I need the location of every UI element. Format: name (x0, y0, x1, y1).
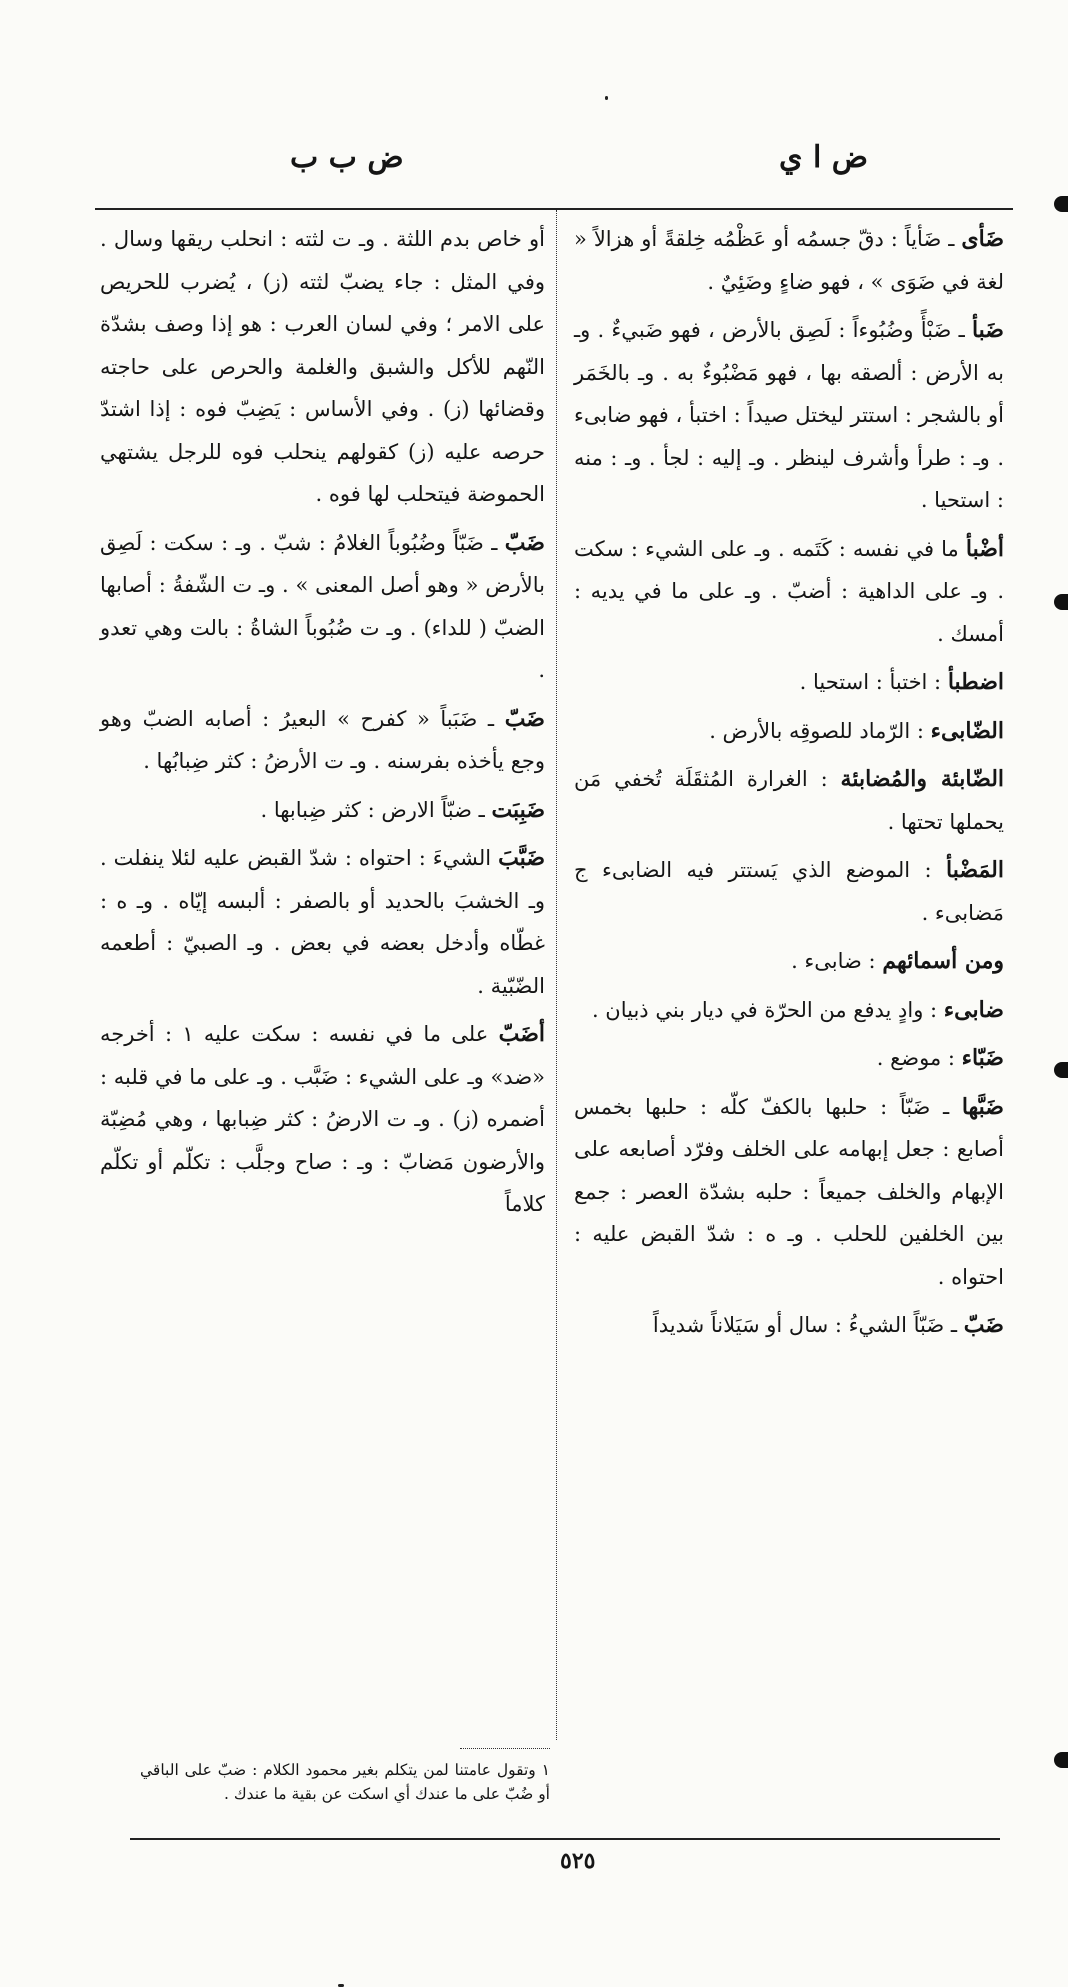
page-number: ٥٢٥ (560, 1848, 596, 1874)
speck (605, 96, 608, 100)
edge-mark (1054, 196, 1068, 212)
entry (574, 528, 1004, 656)
entry-text: : اختبأ : استحيا . (799, 670, 948, 694)
entry (574, 1304, 1004, 1347)
entry-text: ـ ضبّاً الارض : كثر ضِبابها . (260, 797, 492, 822)
running-header-left: ض ب ب (290, 140, 404, 175)
entry-headword: ضابىء (943, 996, 1004, 1023)
entry-text: : الغرارة المُثقَلَة تُخفي مَن يحملها تحتها . (574, 767, 1004, 834)
entry-headword: ضَبّ (963, 1312, 1004, 1338)
entry-headword: الضّابىء (930, 717, 1004, 744)
left-column (100, 218, 545, 1232)
entry-headword: اضطبأ (947, 669, 1004, 695)
entry-text: : الموضع الذي يَستتر فيه الضابىء ج مَضابىء . (574, 858, 1004, 925)
entry-headword: ضَبّاء (961, 1045, 1004, 1071)
entry-headword: ومن أسمائهم (882, 948, 1004, 974)
entry-headword: أضْبأ (965, 535, 1004, 562)
entry (574, 1037, 1004, 1080)
entry-headword: ضَبَّبَ (498, 845, 545, 871)
entry (100, 837, 545, 1007)
entry-text: الشيءَ : احتواه : شدّ القبض عليه لئلا ينفلت . وـ الخشبَ بالحديد أو بالصفر : ألبسه إيّاه . وـ ه : غطّاه وأدخل بعضه في بعض . وـ الصبيّ : أطعمه الضّبّية . (100, 846, 545, 998)
entry-text: : ضابىء . (791, 949, 883, 973)
entry (100, 1013, 545, 1226)
entry-headword: ضَبأ (971, 317, 1004, 343)
entry (574, 309, 1004, 522)
entry (574, 710, 1004, 753)
entry-headword: ضَبّ (504, 705, 545, 732)
entry-text: ـ ضَأياً : دقّ جسمُه أو عَظْمُه خِلقةً أو هزالاً « لغة في ضَوَى » ، فهو ضاءٍ وضَئِيٌ . (574, 227, 1004, 294)
edge-mark (1054, 1062, 1068, 1078)
entry-text: على ما في نفسه : سكت عليه ١ : أخرجه «ضد» وـ على الشيء : ضَبَّب . وـ على ما في قلبه : أضمره (ز) . وـ ت الارضُ : كثر ضِبابها ، وهي مُضِبّة والأرضون مَضابّ : وـ : صاح وجلَّب : تكلّم أو تكلّم كلاماً (100, 1022, 545, 1216)
entry (100, 218, 545, 516)
edge-mark (1054, 1752, 1068, 1768)
entry (100, 522, 545, 692)
entry-headword: ضَأى (961, 226, 1004, 252)
entry-text: : موضع . (876, 1046, 962, 1070)
entry-text: ـ ضَبَباً « كفرح » البعيرُ : أصابه الضبّ وهو وجع يأخذه بفرسنه . وـ ت الأرضُ : كثر ضِبابُها . (100, 706, 545, 773)
entry (574, 1086, 1004, 1299)
entry (574, 661, 1004, 704)
entry-text: ـ ضَبّاً وضُبُوباً الغلامُ : شبّ . وـ : سكت : لَصِق بالأرض « وهو أصل المعنى » . وـ ت الشّفةُ : أصابها الضبّ ( للداء) . وـ ت ضُبُوباً الشاةُ : بالت وهي تعدو . (100, 530, 545, 682)
right-column (574, 218, 1004, 1353)
top-rule (95, 208, 1013, 210)
entry-text: ـ ضَبْأً وضُبُوءاً : لَصِق بالأرض ، فهو ضَبيءٌ . وـ به الأرض : ألصقه بها ، فهو مَضْبُوءٌ به . وـ بالخَمَر أو بالشجر : استتر ليختل صيداً : اختبأ ، فهو ضابىء . وـ : طرأ وأشرف لينظر . وـ إليه : لجأ . وـ : منه : استحيا . (574, 318, 1004, 512)
entry-text: ـ ضَبّاً الشيءُ : سال أو سَيَلاناً شديداً (652, 1313, 964, 1337)
entry (574, 849, 1004, 934)
entry-text: ـ ضَبّاً : حلبها بالكفّ كلّه : حلبها بخمس أصابع : جعل إبهامه على الخلف وفرّد أصابعه على الإبهام والخلف جميعاً : حلبه بشدّة العصر : جمع بين الخلفين للحلب . وـ ه : شدّ القبض عليه : احتواه . (574, 1094, 1004, 1289)
entry-headword: ضَبّ (504, 529, 545, 556)
footnote: ١ وتقول عامتنا لمن يتكلم بغير محمود الكلام : ضبّ على الباقي أو ضُبّ على ما عندك أي اسكت عن بقية ما عندك . (140, 1761, 550, 1803)
entry-headword: الضّابئة والمُضابئة (840, 766, 1005, 792)
entry-text: أو خاص بدم اللثة . وـ ت لثته : انحلب ريقها وسال . وفي المثل : جاء يضبّ لثته (ز) ، يُضرب للحريص على الامر ؛ وفي لسان العرب : هو إذا وصف بشدّة النّهم للأكل والشبق والغلمة والحرص على حاجته وقضائها (ز) . وفي الأساس : يَضِبّ فوه : إذا اشتدّ حرصه عليه (ز) كقولهم ينحلب فوه للرجل يشتهي الحموضة فيتحلب لها فوه . (100, 227, 545, 506)
entry-headword: ضَبَّها (961, 1093, 1004, 1120)
entry (574, 989, 1004, 1032)
footnote-rule (460, 1748, 550, 1749)
entry (574, 940, 1004, 983)
edge-mark (1054, 594, 1068, 610)
entry-headword: ضَبِبَت (491, 796, 545, 823)
entry (100, 698, 545, 783)
entry-text: : الرّماد للصوقِه بالأرض . (709, 718, 931, 743)
entry (574, 218, 1004, 303)
entry-text: ما في نفسه : كَتَمه . وـ على الشيء : سكت . وـ على الداهية : أضبّ . وـ على ما في يديه : أمسك . (574, 536, 1004, 646)
entry (574, 758, 1004, 843)
running-header-right: ض ا ي (779, 140, 868, 175)
column-divider (556, 210, 557, 1740)
entry-text: : وادٍ يدفع من الحرّة في ديار بني ذبيان . (591, 997, 944, 1022)
entry-headword: المَضْبأ (946, 857, 1004, 883)
entry-headword: أضَبّ (498, 1021, 545, 1047)
entry (100, 789, 545, 832)
bottom-rule (130, 1838, 1000, 1840)
